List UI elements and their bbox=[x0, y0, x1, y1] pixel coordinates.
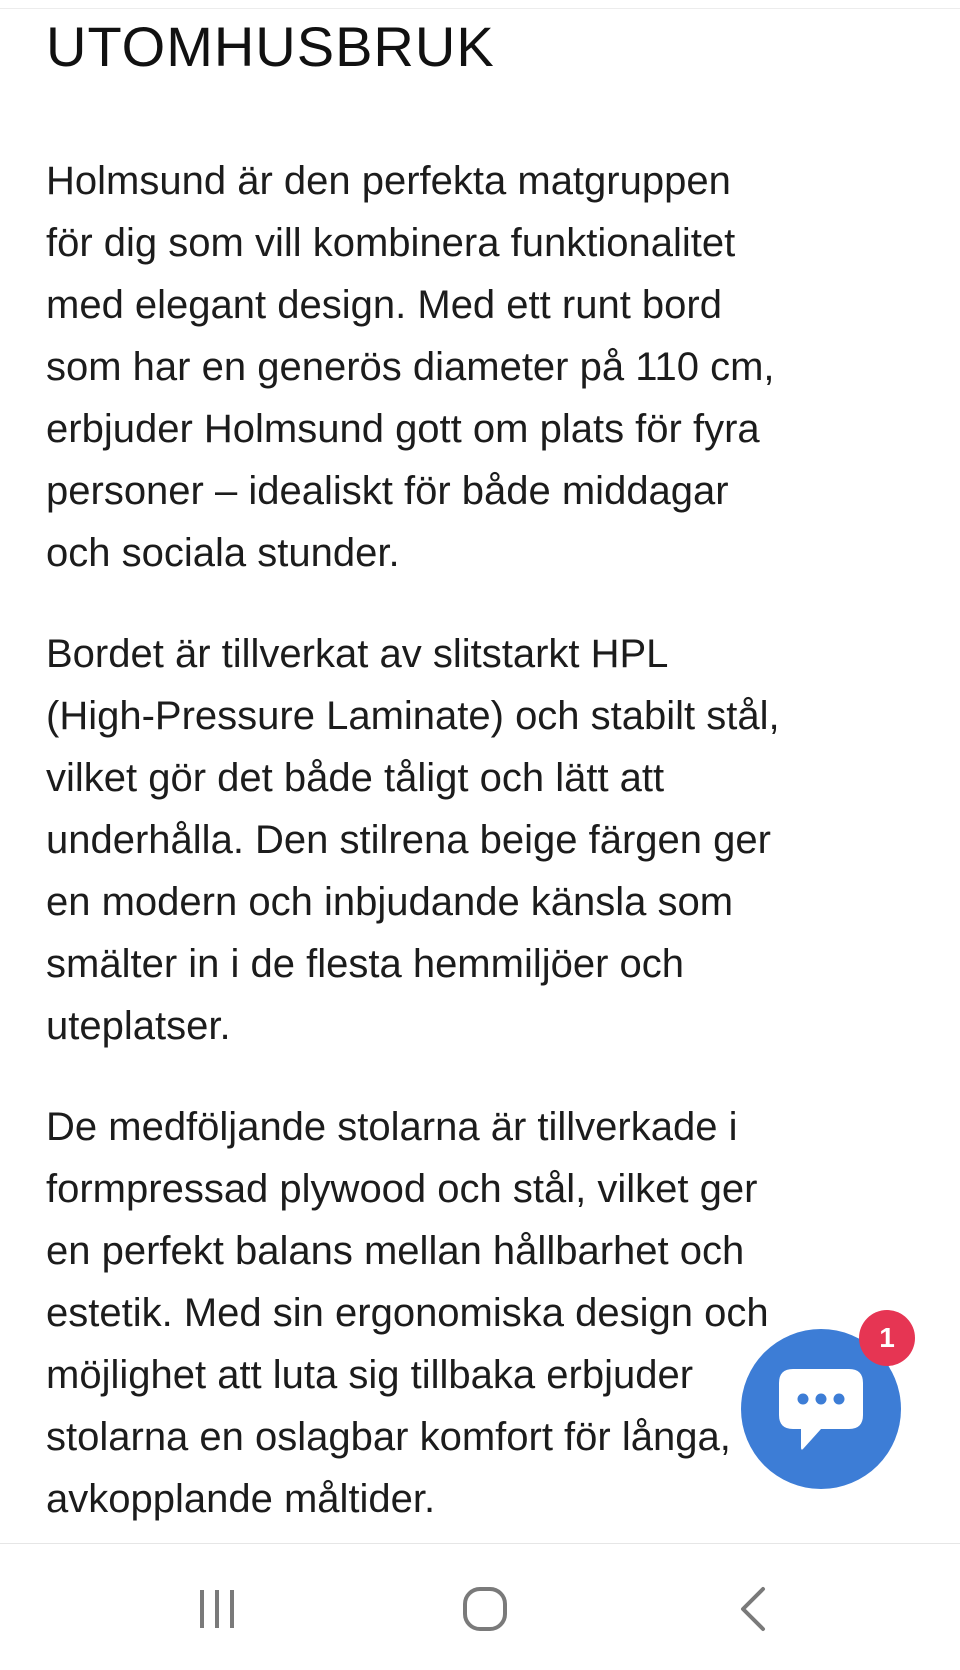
paragraph-line: avkopplande måltider. bbox=[46, 1477, 436, 1521]
paragraph-line: (High-Pressure Laminate) och stabilt stål, bbox=[46, 694, 780, 738]
description-paragraph-1 bbox=[46, 150, 775, 584]
recent-apps-button[interactable] bbox=[177, 1574, 257, 1644]
paragraph-line: Holmsund är den perfekta matgruppen bbox=[46, 159, 731, 203]
chat-bubble-icon bbox=[773, 1363, 869, 1455]
paragraph-line: Bordet är tillverkat av slitstarkt HPL bbox=[46, 632, 669, 676]
system-navigation-bar bbox=[0, 1543, 960, 1670]
paragraph-line: smälter in i de flesta hemmiljöer och bbox=[46, 942, 685, 986]
paragraph-line: De medföljande stolarna är tillverkade i bbox=[46, 1105, 738, 1149]
paragraph-line: personer – idealiskt för både middagar bbox=[46, 469, 729, 513]
paragraph-line: för dig som vill kombinera funktionalitet bbox=[46, 221, 736, 265]
back-button[interactable] bbox=[713, 1574, 793, 1644]
paragraph-line: som har en generös diameter på 110 cm, bbox=[46, 345, 775, 389]
paragraph-line: en perfekt balans mellan hållbarhet och bbox=[46, 1229, 745, 1273]
recent-apps-icon bbox=[195, 1587, 239, 1631]
paragraph-line: möjlighet att luta sig tillbaka erbjuder bbox=[46, 1353, 694, 1397]
section-heading: UTOMHUSBRUK bbox=[46, 15, 495, 78]
paragraph-line: stolarna en oslagbar komfort för långa, bbox=[46, 1415, 731, 1459]
description-paragraph-3 bbox=[46, 1096, 769, 1530]
paragraph-line: vilket gör det både tåligt och lätt att bbox=[46, 756, 665, 800]
top-divider bbox=[0, 8, 960, 9]
paragraph-line: estetik. Med sin ergonomiska design och bbox=[46, 1291, 769, 1335]
back-icon bbox=[733, 1585, 773, 1633]
paragraph-line: uteplatser. bbox=[46, 1004, 231, 1048]
description-paragraph-2 bbox=[46, 623, 780, 1057]
paragraph-line: erbjuder Holmsund gott om plats för fyra bbox=[46, 407, 760, 451]
paragraph-line: och sociala stunder. bbox=[46, 531, 400, 575]
paragraph-line: underhålla. Den stilrena beige färgen ger bbox=[46, 818, 771, 862]
home-button[interactable] bbox=[445, 1574, 525, 1644]
paragraph-line: en modern och inbjudande känsla som bbox=[46, 880, 734, 924]
home-icon bbox=[461, 1585, 509, 1633]
unread-count-badge: 1 bbox=[859, 1310, 915, 1366]
paragraph-line: formpressad plywood och stål, vilket ger bbox=[46, 1167, 758, 1211]
paragraph-line: med elegant design. Med ett runt bord bbox=[46, 283, 722, 327]
